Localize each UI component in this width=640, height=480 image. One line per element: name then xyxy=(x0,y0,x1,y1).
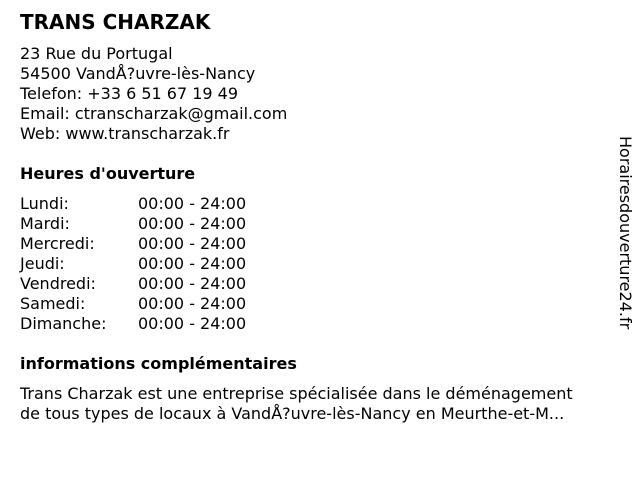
email-line: Email: ctranscharzak@gmail.com xyxy=(20,104,288,123)
opening-hours-table xyxy=(20,194,246,334)
address-city: 54500 VandÅ?uvre-lès-Nancy xyxy=(20,64,256,83)
additional-info-heading: informations complémentaires xyxy=(20,354,297,373)
additional-info-text xyxy=(20,384,620,424)
hours-row-friday xyxy=(20,274,246,294)
hours-row-sunday xyxy=(20,314,246,334)
day-label: Samedi: xyxy=(20,294,86,313)
day-hours: 00:00 - 24:00 xyxy=(138,194,247,213)
day-hours: 00:00 - 24:00 xyxy=(138,314,247,333)
site-watermark: Horairesdouverture24.fr xyxy=(616,136,635,330)
phone-line: Telefon: +33 6 51 67 19 49 xyxy=(20,84,239,103)
day-hours: 00:00 - 24:00 xyxy=(138,274,247,293)
contact-block xyxy=(20,44,287,144)
day-hours: 00:00 - 24:00 xyxy=(138,254,247,273)
day-label: Mardi: xyxy=(20,214,70,233)
address-street: 23 Rue du Portugal xyxy=(20,44,173,63)
day-label: Lundi: xyxy=(20,194,69,213)
day-hours: 00:00 - 24:00 xyxy=(138,294,247,313)
opening-hours-heading: Heures d'ouverture xyxy=(20,164,196,183)
day-label: Jeudi: xyxy=(20,254,65,273)
hours-row-tuesday xyxy=(20,214,246,234)
hours-row-monday xyxy=(20,194,246,214)
web-line: Web: www.transcharzak.fr xyxy=(20,124,230,143)
info-line: Trans Charzak est une entreprise spécialisée dans le déménagement xyxy=(20,384,573,403)
hours-row-wednesday xyxy=(20,234,246,254)
day-label: Vendredi: xyxy=(20,274,96,293)
info-line: de tous types de locaux à VandÅ?uvre-lès-Nancy en Meurthe-et-M... xyxy=(20,404,565,423)
business-name: TRANS CHARZAK xyxy=(20,10,211,34)
day-label: Dimanche: xyxy=(20,314,107,333)
day-label: Mercredi: xyxy=(20,234,95,253)
day-hours: 00:00 - 24:00 xyxy=(138,214,247,233)
hours-row-saturday xyxy=(20,294,246,314)
day-hours: 00:00 - 24:00 xyxy=(138,234,247,253)
hours-row-thursday xyxy=(20,254,246,274)
